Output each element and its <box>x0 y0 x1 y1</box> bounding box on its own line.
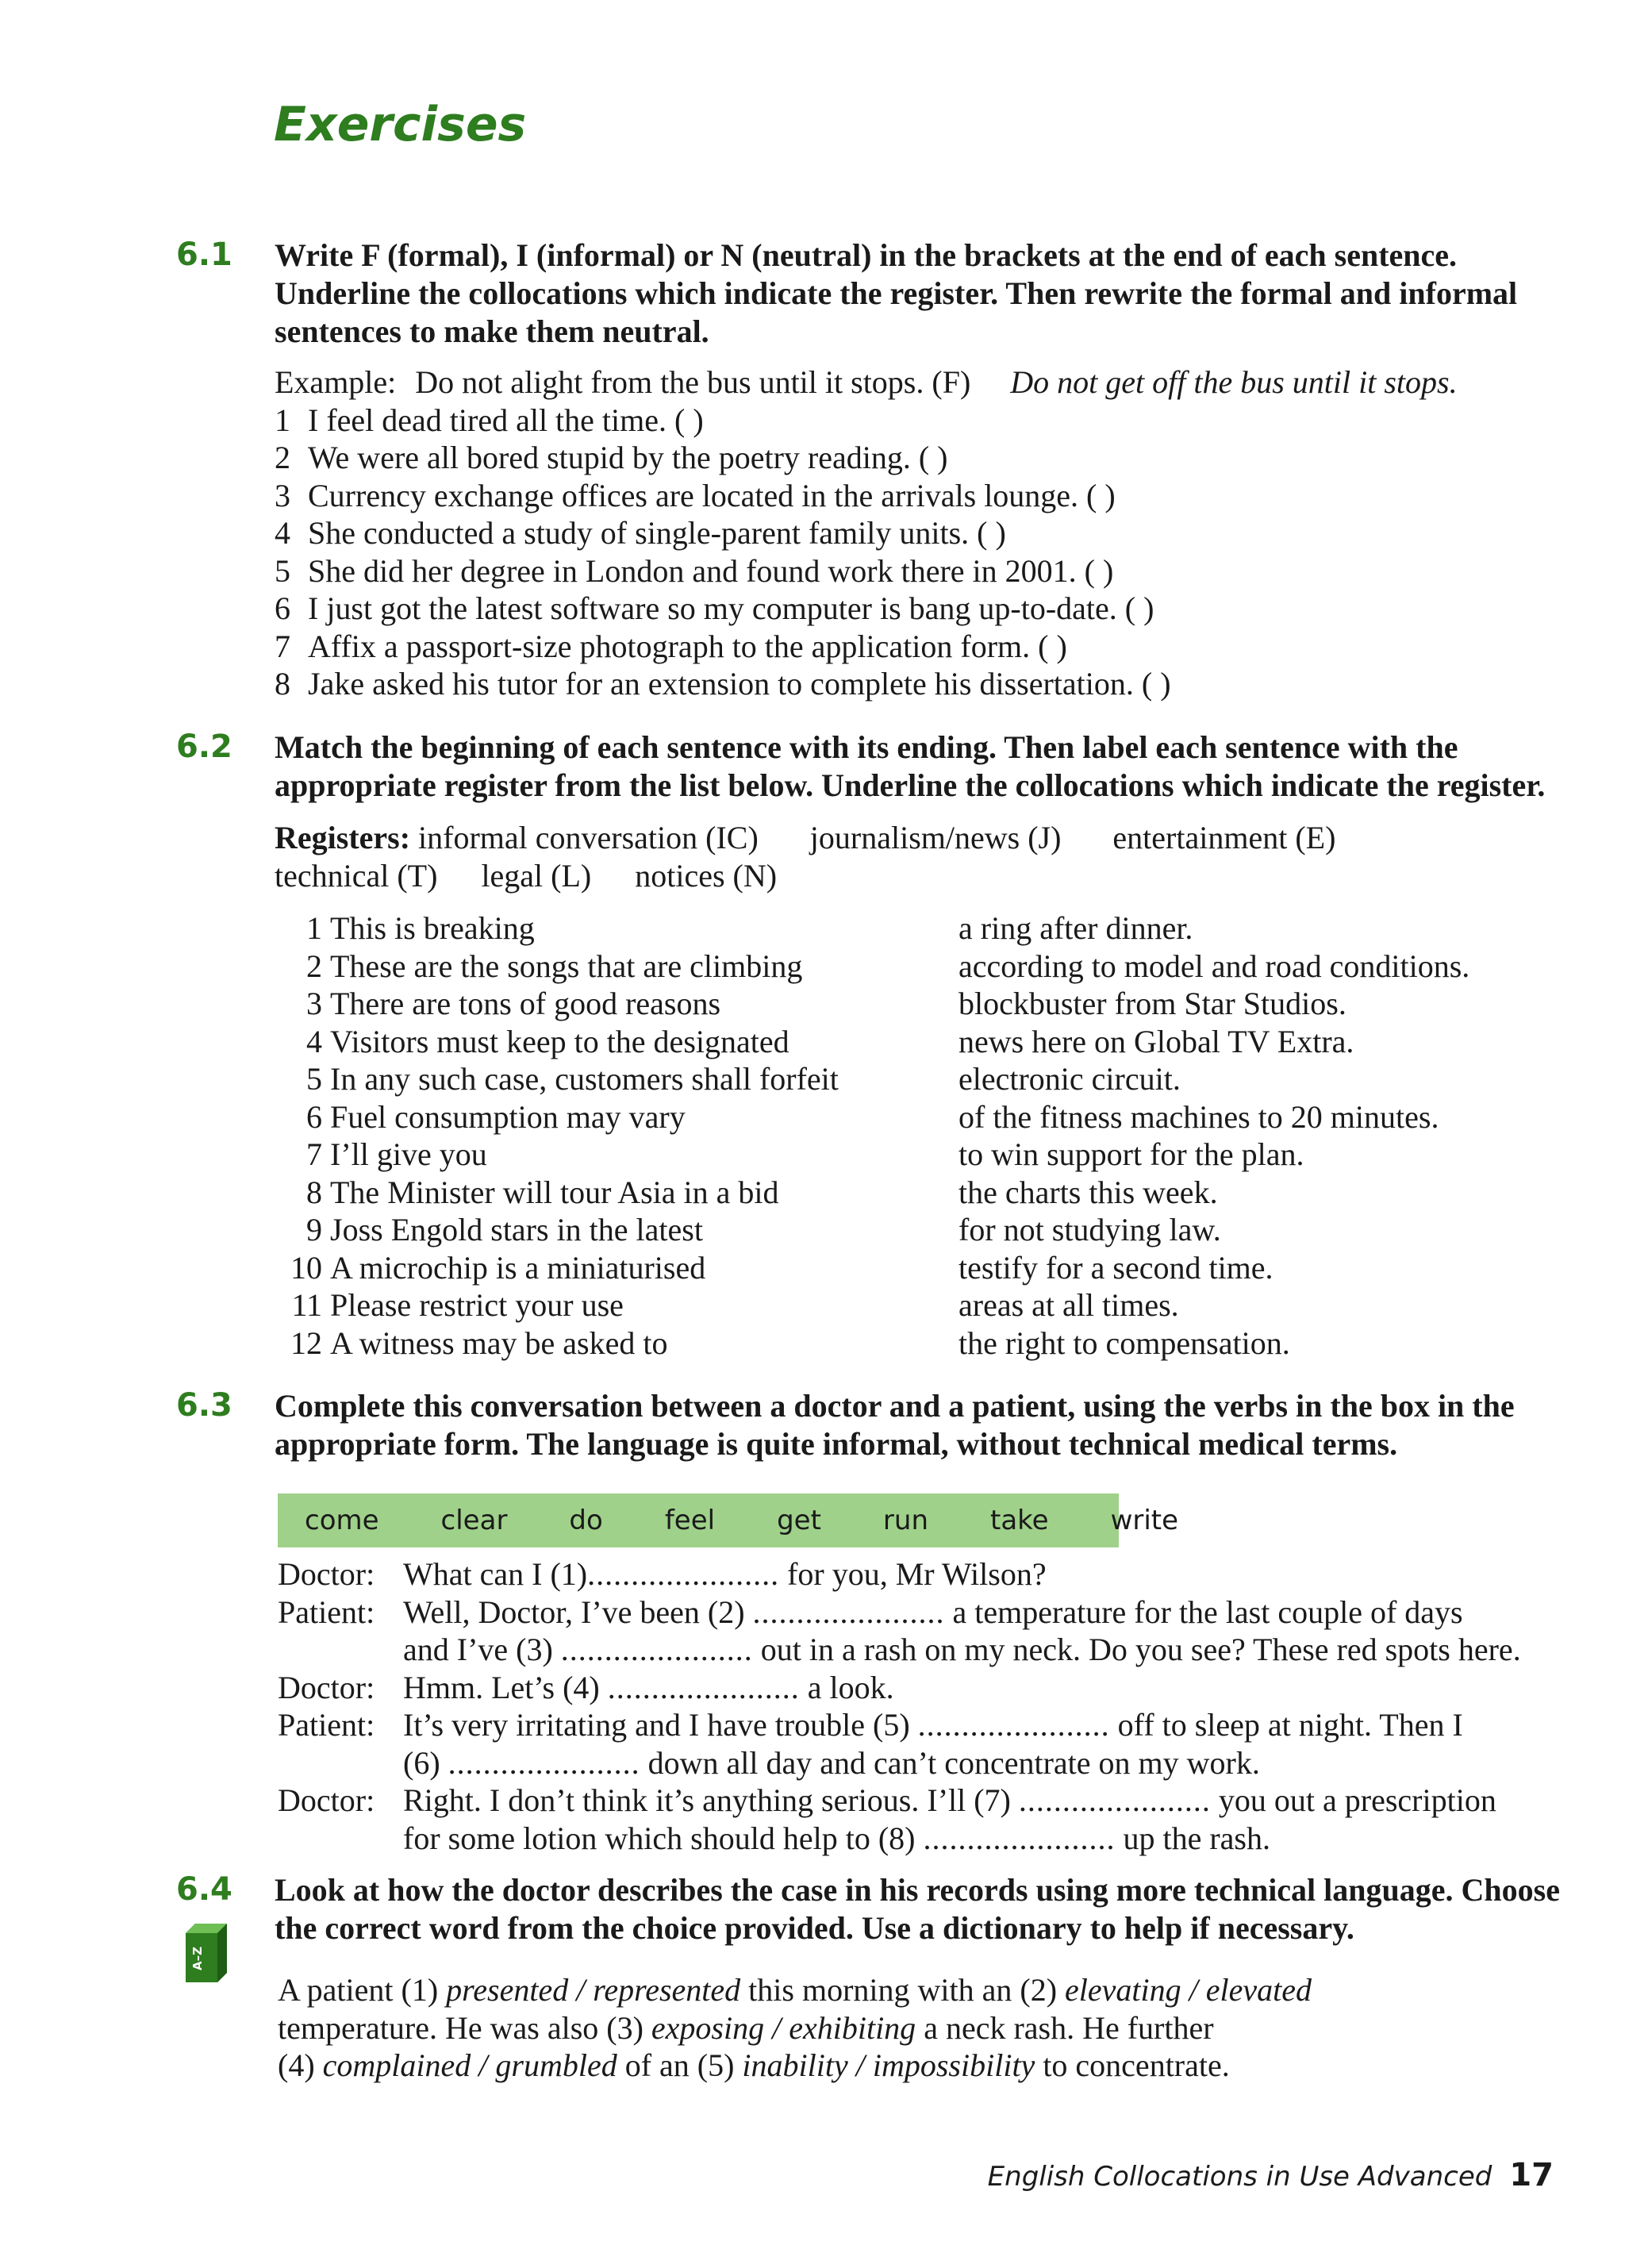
list-item: 1 I feel dead tired all the time. ( ) <box>275 402 704 438</box>
exercise-number-6-4: 6.4 <box>176 1871 232 1908</box>
list-item: 6 I just got the latest software so my computer is bang up-to-date. ( ) <box>275 590 1154 626</box>
list-item: 4 She conducted a study of single-parent family units. ( ) <box>275 515 1006 551</box>
exercise-6-2-instruction: Match the beginning of each sentence with its ending. Then label each sentence with the appropriate register from the list below. Underline the collocations which indicate the register. <box>275 729 1546 803</box>
exercise-number-6-2: 6.2 <box>176 728 232 765</box>
verb-item: run <box>882 1505 928 1536</box>
icon-label: A–Z <box>190 1947 205 1970</box>
list-item: 2 We were all bored stupid by the poetry reading. ( ) <box>275 440 948 475</box>
verb-item: take <box>990 1505 1049 1536</box>
verb-item: write <box>1110 1505 1179 1536</box>
list-item: testify for a second time. <box>958 1249 1273 1286</box>
list-item: 5 She did her degree in London and found work there in 2001. ( ) <box>275 552 1114 589</box>
verb-item: get <box>777 1505 821 1536</box>
answer-blank: ...................... <box>1018 1782 1211 1818</box>
list-item: 10 A microchip is a miniaturised <box>290 1249 706 1286</box>
list-item: 3 There are tons of good reasons <box>306 986 721 1021</box>
dialogue-line: Patient: It’s very irritating and I have trouble (5) ...................... off to sleep at night. Then I <box>278 1707 1463 1743</box>
answer-blank: ...................... <box>560 1632 753 1667</box>
list-item: 8 Jake asked his tutor for an extension to complete his dissertation. ( ) <box>275 666 1171 702</box>
registers-label: Registers: <box>275 820 411 855</box>
list-item: according to model and road conditions. <box>958 948 1470 984</box>
register-item: legal (L) <box>481 857 592 894</box>
verb-box <box>278 1493 1179 1547</box>
list-item: 3 Currency exchange offices are located in the arrivals lounge. ( ) <box>275 477 1116 513</box>
list-item: news here on Global TV Extra. <box>958 1023 1354 1059</box>
answer-blank: ...................... <box>923 1820 1116 1856</box>
example-label: Example: <box>275 364 397 400</box>
book-title: English Collocations in Use Advanced <box>987 2161 1492 2193</box>
list-item: the right to compensation. <box>958 1324 1290 1361</box>
register-item: informal conversation (IC) <box>418 820 759 855</box>
verb-item: clear <box>440 1505 508 1536</box>
list-item: 6 Fuel consumption may vary <box>306 1098 686 1135</box>
dialogue-line: for some lotion which should help to (8) ...................... up the rash. <box>403 1820 1270 1856</box>
list-item: 7 Affix a passport-size photograph to the application form. ( ) <box>275 628 1067 664</box>
list-item: electronic circuit. <box>958 1061 1181 1097</box>
answer-blank: ...................... <box>917 1707 1110 1743</box>
list-item: a ring after dinner. <box>958 910 1193 946</box>
answer-blank: ...................... <box>587 1556 780 1592</box>
dialogue-line: Patient: Well, Doctor, I’ve been (2) ...................... a temperature for the last couple of days <box>278 1593 1463 1630</box>
list-item: for not studying law. <box>958 1212 1221 1247</box>
list-item: 7 I’ll give you <box>306 1136 487 1172</box>
answer-blank: ...................... <box>448 1744 640 1781</box>
speaker-label: Doctor: <box>278 1556 375 1592</box>
exercise-6-1-content <box>275 363 1458 703</box>
word-choice: presented / represented <box>446 1972 741 2008</box>
dialogue-line: and I’ve (3) ...................... out in a rash on my neck. Do you see? These red spots here. <box>403 1632 1521 1667</box>
answer-blank: ...................... <box>607 1669 800 1705</box>
exercise-number-6-1: 6.1 <box>176 236 232 273</box>
example-line <box>275 363 1458 402</box>
word-choice: complained / grumbled <box>322 2047 617 2083</box>
answer-blank: ...................... <box>752 1593 945 1630</box>
list-item: 2 These are the songs that are climbing <box>306 948 803 984</box>
register-item: technical (T) <box>275 857 438 894</box>
list-item: 8 The Minister will tour Asia in a bid <box>306 1174 779 1210</box>
page-title: Exercises <box>274 97 527 152</box>
dialogue <box>278 1555 1521 1857</box>
dialogue-line: Doctor: Right. I don’t think it’s anything serious. I’ll (7) ...................... you out a prescription <box>278 1782 1496 1818</box>
exercise-6-1-instruction: Write F (formal), I (informal) or N (neutral) in the brackets at the end of each sentence. Underline the collocations which indicate the register. Then rewrite the formal and informal sentences to make them neutral. <box>275 237 1518 349</box>
dialogue-line: Doctor: Hmm. Let’s (4) ...................... a look. <box>278 1669 894 1705</box>
example-answer: Do not get off the bus until it stops. <box>1010 364 1458 400</box>
list-item: areas at all times. <box>958 1287 1179 1323</box>
dialogue-line: (6) ...................... down all day and can’t concentrate on my work. <box>403 1744 1260 1781</box>
exercise-6-4-instruction: Look at how the doctor describes the case in his records using more technical language. Choose the correct word from the choice provided. Use a dictionary to help if necessary. <box>275 1872 1560 1946</box>
list-item: 12 A witness may be asked to <box>290 1324 668 1361</box>
word-choice: elevating / elevated <box>1065 1972 1312 2008</box>
exercise-6-4-passage: A patient (1) presented / represented this morning with an (2) elevating / elevated temperature. He was also (3) exposing / exhibiting a neck rash. He further (4) complained / grumbled of an (5) inability / impossibility to concentrate. <box>278 1972 1312 2083</box>
page-number: 17 <box>1509 2157 1554 2193</box>
speaker-label: Doctor: <box>278 1782 375 1818</box>
word-choice: exposing / exhibiting <box>651 2009 916 2046</box>
word-choice: inability / impossibility <box>742 2047 1035 2083</box>
exercise-number-6-3: 6.3 <box>176 1387 232 1424</box>
verb-item: do <box>569 1505 603 1536</box>
list-item: 5 In any such case, customers shall forfeit <box>306 1061 839 1097</box>
registers-list <box>275 819 1335 894</box>
example-sentence: Do not alight from the bus until it stops. (F) <box>415 364 971 400</box>
dialogue-line: Doctor: What can I (1)...................... for you, Mr Wilson? <box>278 1556 1047 1592</box>
speaker-label: Patient: <box>278 1707 375 1743</box>
list-item: 9 Joss Engold stars in the latest <box>306 1212 703 1247</box>
list-item: 1 This is breaking <box>306 910 535 946</box>
register-item: entertainment (E) <box>1112 820 1336 855</box>
list-item: the charts this week. <box>958 1174 1218 1210</box>
sentence-endings <box>958 909 1469 1362</box>
list-item: of the fitness machines to 20 minutes. <box>958 1098 1439 1135</box>
list-item: blockbuster from Star Studios. <box>958 986 1346 1021</box>
verb-item: feel <box>664 1505 716 1536</box>
page-footer <box>988 2157 1554 2193</box>
verb-item: come <box>305 1505 379 1536</box>
speaker-label: Patient: <box>278 1593 375 1630</box>
list-item: 4 Visitors must keep to the designated <box>306 1023 789 1059</box>
list-item: 11 Please restrict your use <box>291 1287 624 1323</box>
list-item: to win support for the plan. <box>958 1136 1304 1172</box>
a-z-dictionary-book-icon <box>184 1922 229 1984</box>
register-item: journalism/news (J) <box>809 820 1062 855</box>
sentence-beginnings <box>273 909 839 1362</box>
speaker-label: Doctor: <box>278 1669 375 1705</box>
exercise-6-3-instruction: Complete this conversation between a doctor and a patient, using the verbs in the box in the appropriate form. The language is quite informal, without technical medical terms. <box>275 1388 1515 1462</box>
register-item: notices (N) <box>635 857 778 894</box>
